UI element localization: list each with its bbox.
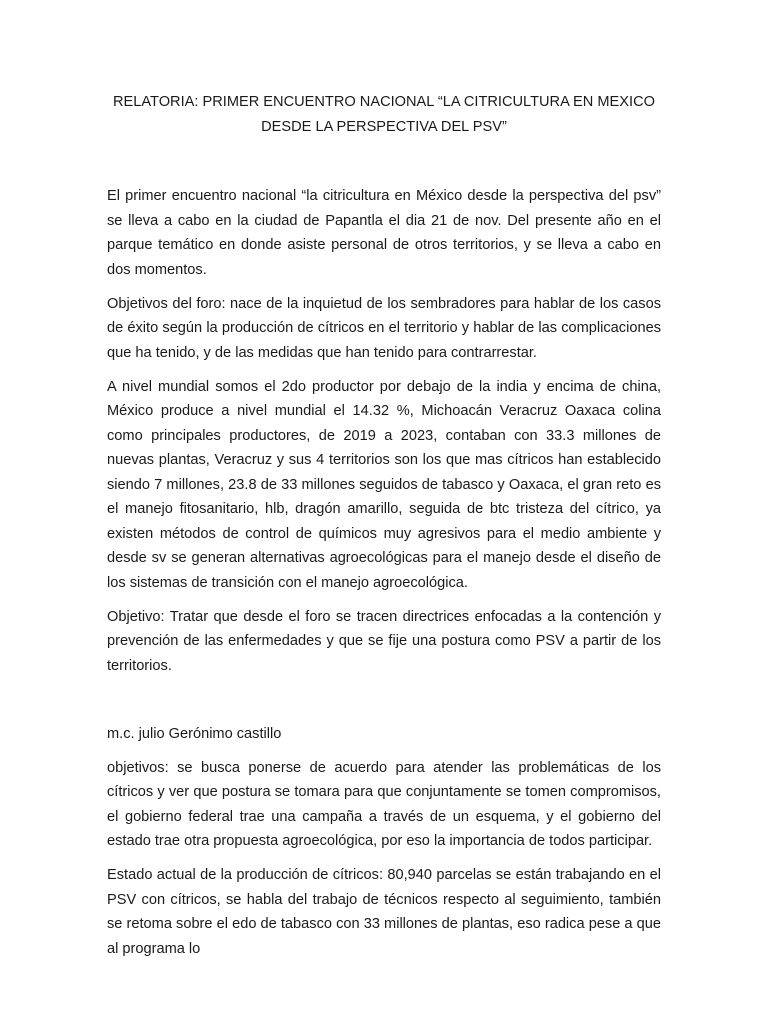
title-spacer: [107, 139, 661, 184]
paragraph-objectives: Objetivos del foro: nace de la inquietud de los sembradores para hablar de los casos de éxito según la producción de cítricos en el territorio y hablar de las complicaciones que ha tenido, y de las medidas que han tenido para contrarrestar.: [107, 295, 661, 361]
document-title: [107, 90, 661, 139]
paragraph-intro: El primer encuentro nacional “la citricultura en México desde la perspectiva del psv” se lleva a cabo en la ciudad de Papantla el dia 21 de nov. Del presente año en el parque temático en donde asiste personal de otros territorios, y se lleva a cabo en dos momentos.: [107, 188, 661, 278]
paragraph-objectives-2: objetivos: se busca ponerse de acuerdo para atender las problemáticas de los cítricos y ver que postura se tomara para que conjuntamente se tomen compromisos, el gobierno federal trae una campaña a través de un esquema, y el gobierno del estado trae otra propuesta agroecológica, por eso la importancia de todos participar.: [107, 759, 661, 849]
paragraph-world-production: A nivel mundial somos el 2do productor por debajo de la india y encima de china, México produce a nivel mundial el 14.32 %, Michoacán Veracruz Oaxaca colina como principales productores, de 2019 a 2023, contaban con 33.3 millones de nuevas plantas, Veracruz y sus 4 territorios son los que mas cítricos han establecido siendo 7 millones, 23.8 de 33 millones seguidos de tabasco y Oaxaca, el gran reto es el manejo fitosanitario, hlb, dragón amarillo, seguida de btc tristeza del cítrico, ya existen métodos de control de químicos muy agresivos para el medio ambiente y desde sv se generan alternativas agroecológicas para el manejo desde el diseño de los sistemas de transición con el manejo agroecológica.: [107, 378, 661, 591]
title-line-1: RELATORIA: PRIMER ENCUENTRO NACIONAL “LA CITRICULTURA EN MEXICO: [113, 94, 655, 110]
paragraph-current-state: Estado actual de la producción de cítricos: 80,940 parcelas se están trabajando en el PSV con cítricos, se habla del trabajo de técnicos respecto al seguimiento, también se retoma sobre el edo de tabasco con 33 millones de plantas, eso radica pese a que al programa lo: [107, 867, 661, 957]
author-name: m.c. julio Gerónimo castillo: [107, 725, 282, 742]
title-line-2: DESDE LA PERSPECTIVA DEL PSV”: [261, 118, 507, 135]
section-spacer: [107, 688, 661, 722]
document-page: [107, 0, 661, 1024]
paragraph-objective: Objetivo: Tratar que desde el foro se tracen directrices enfocadas a la contención y prevención de las enfermedades y que se fije una postura como PSV a partir de los territorios.: [107, 608, 661, 674]
